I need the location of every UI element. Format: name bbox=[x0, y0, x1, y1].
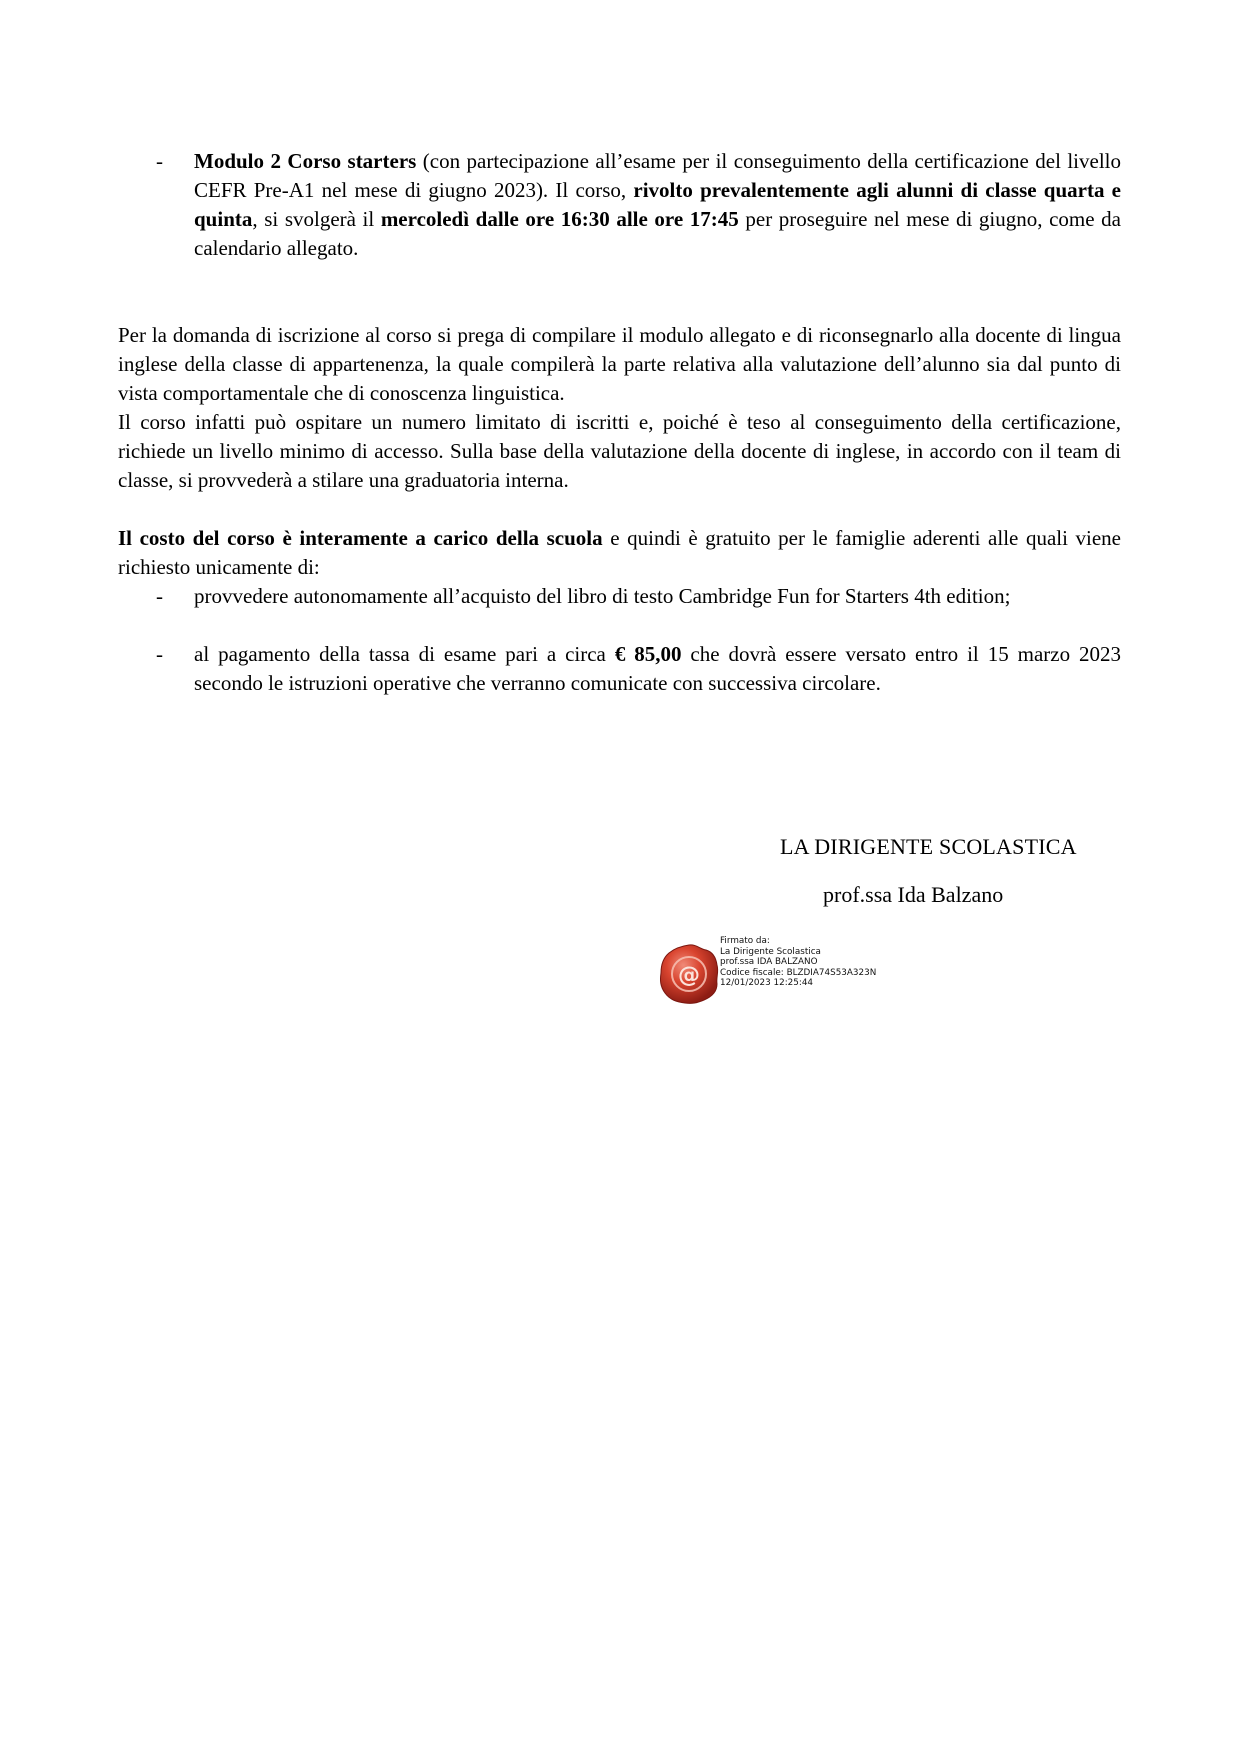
costo-item-2 bbox=[118, 640, 1121, 698]
list-dash: - bbox=[156, 642, 163, 666]
signature-title: LA DIRIGENTE SCOLASTICA bbox=[780, 834, 1077, 859]
list-dash: - bbox=[156, 149, 163, 173]
costo-text: e quindi è gratuito per le famiglie aderenti alle quali viene richiesto unicamente di: bbox=[118, 526, 1121, 579]
costo-paragraph bbox=[118, 524, 1121, 582]
costo-item-2-text bbox=[194, 640, 1121, 698]
iscrizione-paragraph-1: Per la domanda di iscrizione al corso si prega di compilare il modulo allegato e di riconsegnarlo alla docente di lingua inglese della classe di appartenenza, la quale compilerà la parte relativa alla valutazione dell’alunno sia dal punto di vista comportamentale che di conoscenza linguistica. bbox=[118, 323, 1121, 405]
costo-item-1 bbox=[118, 582, 1121, 611]
stamp-text bbox=[720, 936, 876, 989]
wax-seal-at-icon bbox=[656, 942, 722, 1006]
exam-fee-amount: € 85,00 bbox=[614, 642, 682, 666]
digital-signature-stamp bbox=[656, 936, 956, 1006]
modulo-2-title: Modulo 2 Corso starters bbox=[194, 149, 417, 173]
stamp-line-2: La Dirigente Scolastica bbox=[720, 946, 821, 957]
stamp-line-4: Codice fiscale: BLZDIA74S53A323N bbox=[720, 967, 877, 978]
modulo-2-schedule: mercoledì dalle ore 16:30 alle ore 17:45 bbox=[380, 207, 739, 231]
iscrizione-section bbox=[118, 321, 1121, 495]
costo-item-1-text: provvedere autonomamente all’acquisto del libro di testo Cambridge Fun for Starters 4th edition; bbox=[194, 584, 1011, 608]
modulo-2-item bbox=[118, 147, 1121, 263]
modulo-2-text-part: per proseguire nel mese di giugno, come da calendario allegato. bbox=[194, 207, 1121, 260]
modulo-2-text-part: , si svolgerà il bbox=[252, 207, 381, 231]
modulo-2-text bbox=[194, 147, 1121, 263]
stamp-line-5: 12/01/2023 12:25:44 bbox=[720, 978, 814, 988]
modulo-2-target: rivolto prevalentemente agli alunni di classe quarta e quinta bbox=[194, 178, 1121, 231]
modulo-2-text-part: (con partecipazione all’esame per il conseguimento della certificazione del livello CEFR Pre-A1 nel mese di giugno 2023). Il corso, bbox=[194, 149, 1122, 202]
list-dash: - bbox=[156, 584, 163, 608]
stamp-line-1: Firmato da: bbox=[720, 936, 770, 946]
costo-item-2-pre: al pagamento della tassa di esame pari a circa bbox=[194, 642, 615, 666]
costo-intro: Il costo del corso è interamente a carico della scuola bbox=[118, 526, 603, 550]
stamp-line-3: prof.ssa IDA BALZANO bbox=[720, 957, 818, 967]
svg-text:@: @ bbox=[678, 963, 700, 988]
signature-name: prof.ssa Ida Balzano bbox=[823, 882, 1004, 907]
iscrizione-paragraph-2: Il corso infatti può ospitare un numero limitato di iscritti e, poiché è teso al conseguimento della certificazione, richiede un livello minimo di accesso. Sulla base della valutazione della docente di inglese, in accordo con il team di classe, si provvederà a stilare una graduatoria interna. bbox=[118, 410, 1121, 492]
costo-item-2-post: che dovrà essere versato entro il 15 marzo 2023 secondo le istruzioni operative che verranno comunicate con successiva circolare. bbox=[194, 642, 1122, 695]
